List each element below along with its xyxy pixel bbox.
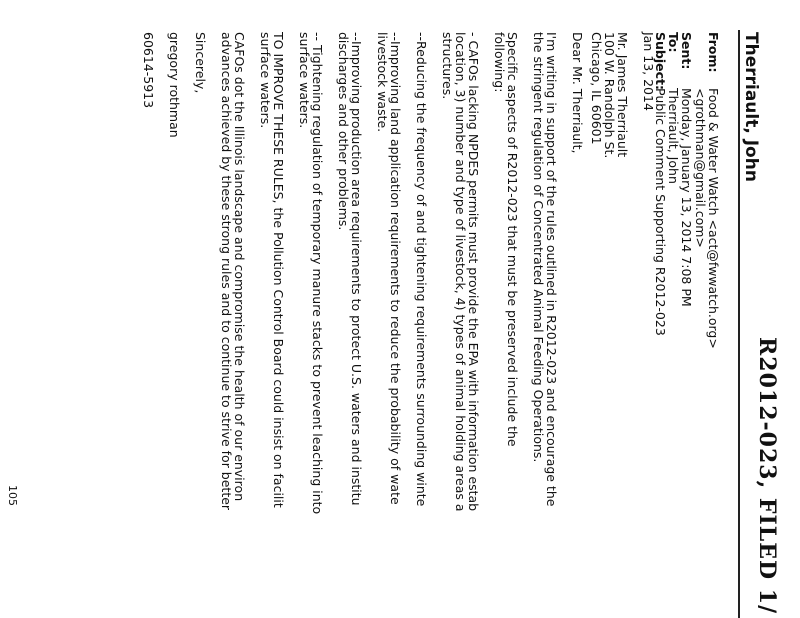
to-label: To: <box>666 32 681 53</box>
item-line: --Improving land application requirements to reduce the probability of wate <box>388 32 403 505</box>
item-line: livestock waste. <box>375 32 390 133</box>
closing-line: CAFOs dot the Illinois landscape and compromise the health of our environ <box>232 32 247 502</box>
sign-off: Sincerely, <box>193 32 208 94</box>
intro-line: the stringent regulation of Concentrated Animal Feeding Operations. <box>531 32 546 463</box>
signer-zip: 60614-5913 <box>141 32 156 109</box>
from-value: Food & Water Watch <act@fwwatch.org> <box>706 88 721 349</box>
improve-line: surface waters. <box>258 32 273 129</box>
from-value-email: <grothman@gmail.com> <box>693 88 708 248</box>
item-line: --Improving production area requirements to protect U.S. waters and institu <box>349 32 364 506</box>
salutation: Dear Mr. Therriault, <box>570 32 585 154</box>
item-line: -- Tightening regulation of temporary manure stacks to prevent leaching into <box>310 32 325 515</box>
header-rule <box>738 30 740 618</box>
item-line: discharges and other problems. <box>336 32 351 231</box>
signer-name: gregory rothman <box>167 32 182 138</box>
sent-value: Monday, January 13, 2014 7:08 PM <box>679 88 694 307</box>
subject-label: Subject: <box>653 32 668 90</box>
address-line: 100 W. Randolph St. <box>602 32 617 159</box>
page-number: 105 <box>6 485 19 506</box>
closing-line: advances achieved by these strong rules and to continue to strive for better <box>219 32 234 511</box>
item-line: --Reducing the frequency of and tightening requirements surrounding winte <box>414 32 429 507</box>
item-line: location, 3) number and type of livestock, 4) types of animal holding areas a <box>453 32 468 512</box>
to-value: Therriault, John <box>666 88 681 184</box>
sent-label: Sent: <box>679 32 694 70</box>
letter-date: Jan 13, 2014 <box>641 32 656 111</box>
from-label: From: <box>706 32 721 73</box>
filing-stamp: R2012-023, FILED 1/ <box>754 337 780 615</box>
subject-value: Public Comment Supporting R2012-023 <box>653 88 668 336</box>
sender-name: Therriault, John <box>741 32 761 182</box>
aspects-line: Specific aspects of R2012-023 that must be preserved include the <box>505 32 520 447</box>
item-line: surface waters. <box>297 32 312 129</box>
address-line: Mr. James Therriault <box>615 32 630 158</box>
intro-line: I'm writing in support of the rules outlined in R2012-023 and encourage the <box>544 32 559 507</box>
item-line: structures. <box>440 32 455 100</box>
improve-line: TO IMPROVE THESE RULES, the Pollution Control Board could insist on facilit <box>271 32 286 508</box>
address-line: Chicago, IL 60601 <box>589 32 604 145</box>
item-line: - CAFOs lacking NPDES permits must provide the EPA with information estab <box>466 32 481 512</box>
aspects-line: following: <box>492 32 507 93</box>
